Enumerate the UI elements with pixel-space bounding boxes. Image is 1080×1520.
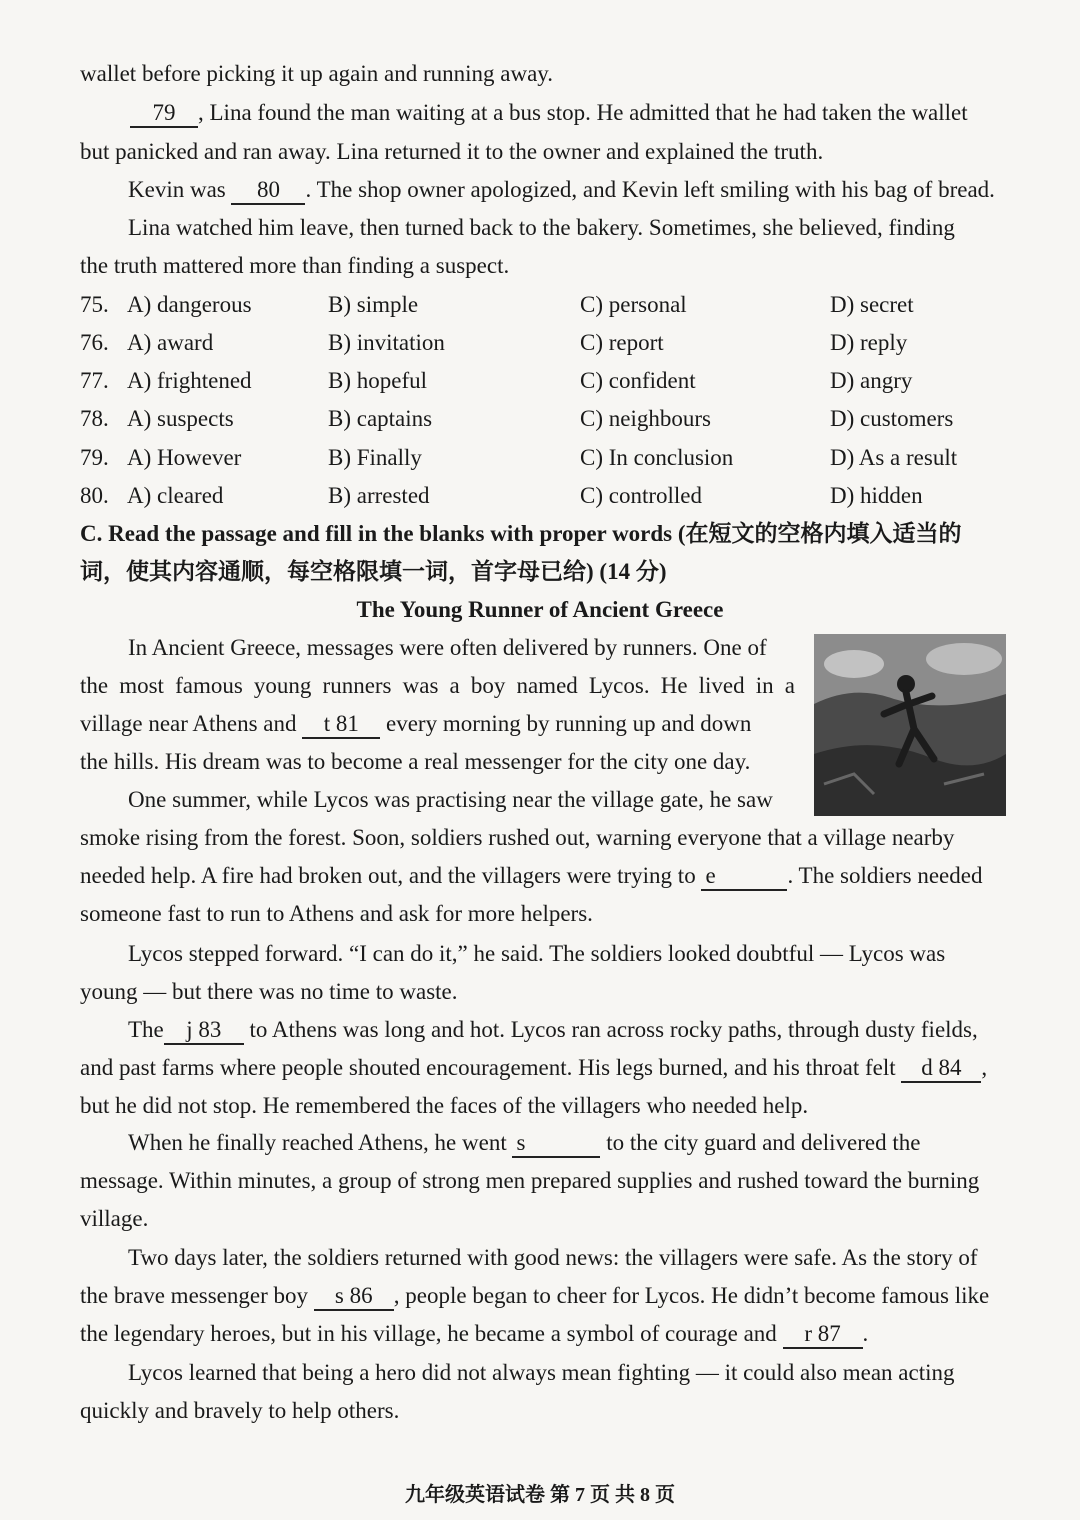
option-d: D) secret — [830, 292, 914, 317]
blank-80: 80 — [231, 177, 305, 205]
section-heading: 词，使其内容通顺，每空格限填一词，首字母已给) (14 分) — [80, 559, 667, 584]
option-b: B) captains — [328, 406, 433, 431]
option-d: D) angry — [830, 368, 913, 393]
passage-title: The Young Runner of Ancient Greece — [356, 597, 724, 622]
option-a: A) frightened — [127, 368, 252, 393]
passage-line-79: 79 , Lina found the man waiting at a bus stop. He admitted that he had taken the wallet — [128, 94, 1010, 132]
passage-line: Lycos learned that being a hero did not always mean fighting — it could also mean acting — [128, 1360, 955, 1385]
option-d: D) As a result — [830, 445, 958, 470]
passage-line: message. Within minutes, a group of strong men prepared supplies and rushed toward the burning — [80, 1168, 980, 1193]
passage-line: but panicked and ran away. Lina returned it to the owner and explained the truth. — [80, 139, 824, 164]
blank-84: d 84 — [901, 1055, 981, 1083]
passage-line-86: the brave messenger boy s 86 , people began to cheer for Lycos. He didn’t become famous like — [80, 1277, 1010, 1315]
passage-line: the most famous young runners was a boy named Lycos. He lived in a — [80, 673, 795, 698]
passage-line: the hills. His dream was to become a real messenger for the city one day. — [80, 749, 751, 774]
option-a: A) suspects — [127, 406, 234, 431]
passage-line-87: the legendary heroes, but in his village, he became a symbol of courage and r 87 . — [80, 1315, 1010, 1353]
question-number: 75. — [80, 292, 109, 317]
passage-line: the truth mattered more than finding a suspect. — [80, 253, 510, 278]
passage-line: village. — [80, 1206, 149, 1231]
option-c: C) In conclusion — [580, 445, 734, 470]
option-c: C) neighbours — [580, 406, 711, 431]
option-a: A) However — [127, 445, 242, 470]
option-b: B) hopeful — [328, 368, 428, 393]
passage-line: but he did not stop. He remembered the faces of the villagers who needed help. — [80, 1093, 809, 1118]
question-number: 77. — [80, 368, 109, 393]
blank-83: j 83 — [164, 1017, 244, 1045]
passage-line: In Ancient Greece, messages were often delivered by runners. One of — [128, 635, 767, 660]
question-number: 79. — [80, 445, 109, 470]
option-a: A) dangerous — [127, 292, 252, 317]
passage-line-80: Kevin was 80 . The shop owner apologized, and Kevin left smiling with his bag of bread. — [128, 171, 1010, 209]
passage-line: someone fast to run to Athens and ask for more helpers. — [80, 901, 593, 926]
passage-line-83: The j 83 to Athens was long and hot. Lycos ran across rocky paths, through dusty fields, — [128, 1011, 1010, 1049]
option-a: A) cleared — [127, 483, 224, 508]
option-c: C) confident — [580, 368, 696, 393]
passage-line: young — but there was no time to waste. — [80, 979, 458, 1004]
passage-line: quickly and bravely to help others. — [80, 1398, 400, 1423]
passage-line: smoke rising from the forest. Soon, soldiers rushed out, warning everyone that a village nearby — [80, 825, 955, 850]
option-c: C) personal — [580, 292, 687, 317]
option-b: B) simple — [328, 292, 419, 317]
passage-line: One summer, while Lycos was practising near the village gate, he saw — [128, 787, 773, 812]
option-d: D) reply — [830, 330, 908, 355]
option-d: D) hidden — [830, 483, 923, 508]
blank-79: 79 — [130, 100, 198, 128]
passage-line: Lina watched him leave, then turned back to the bakery. Sometimes, she believed, finding — [128, 215, 955, 240]
blank-82: e — [701, 863, 787, 891]
option-d: D) customers — [830, 406, 954, 431]
option-b: B) Finally — [328, 445, 422, 470]
passage-line: Lycos stepped forward. “I can do it,” he said. The soldiers looked doubtful — Lycos was — [128, 941, 946, 966]
runner-illustration — [814, 634, 1006, 816]
blank-86: s 86 — [314, 1283, 394, 1311]
question-number: 78. — [80, 406, 109, 431]
runner-image-icon — [814, 634, 1006, 816]
passage-line-82: needed help. A fire had broken out, and the villagers were trying to e . The soldiers needed — [80, 857, 1010, 895]
option-c: C) controlled — [580, 483, 702, 508]
option-c: C) report — [580, 330, 664, 355]
option-a: A) award — [127, 330, 214, 355]
page-footer: 九年级英语试卷 第 7 页 共 8 页 — [405, 1484, 675, 1506]
passage-line: Two days later, the soldiers returned with good news: the villagers were safe. As the story of — [128, 1245, 978, 1270]
blank-85: s — [512, 1130, 600, 1158]
passage-line-85: When he finally reached Athens, he went s to the city guard and delivered the — [128, 1124, 1010, 1162]
passage-line: wallet before picking it up again and running away. — [80, 61, 554, 86]
blank-81: t 81 — [302, 711, 380, 739]
option-b: B) arrested — [328, 483, 430, 508]
option-b: B) invitation — [328, 330, 445, 355]
passage-line-84: and past farms where people shouted encouragement. His legs burned, and his throat felt d 84 , — [80, 1049, 1010, 1087]
blank-87: r 87 — [783, 1321, 863, 1349]
question-number: 76. — [80, 330, 109, 355]
section-heading: C. Read the passage and fill in the blanks with proper words (在短文的空格内填入适当的 — [80, 521, 962, 546]
passage-line-81: village near Athens and t 81 every morning by running up and down — [80, 705, 795, 743]
question-number: 80. — [80, 483, 109, 508]
